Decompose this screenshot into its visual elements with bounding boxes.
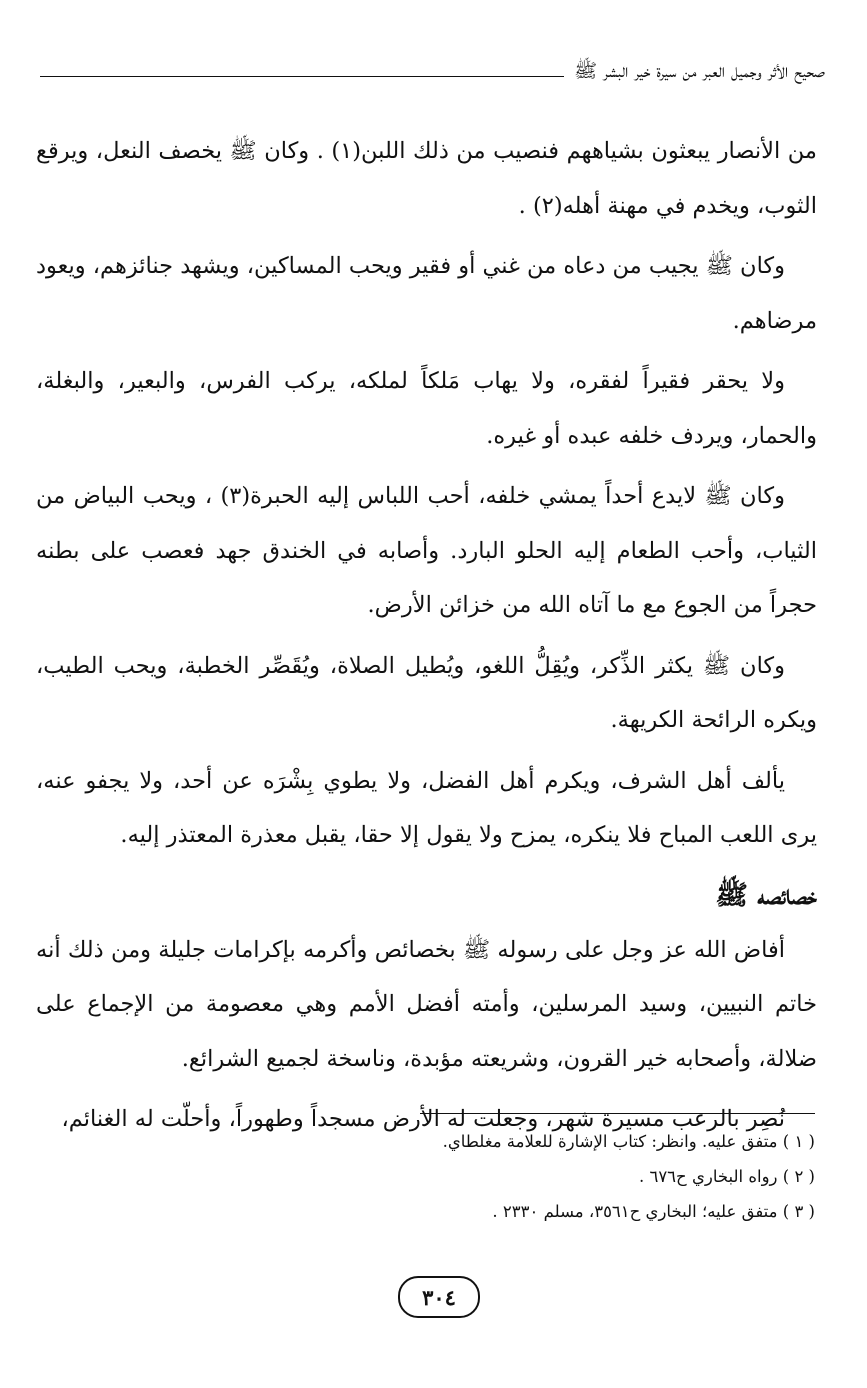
footnote: ( ١ ) متفق عليه. وانظر: كتاب الإشارة للعلامة مغلطاي. [442, 1132, 815, 1151]
footnotes [40, 1124, 815, 1229]
section-heading: خصائصه ﷺ [715, 879, 817, 911]
paragraph: من الأنصار يبعثون بشياههم فنصيب من ذلك اللبن(١) . وكان ﷺ يخصف النعل، ويرقع الثوب، ويخدم في مهنة أهله(٢) . [36, 138, 817, 219]
paragraph: ولا يحقر فقيراً لفقره، ولا يهاب مَلكاً لملكه، يركب الفرس، والبعير، والبغلة، والحمار، ويردف خلفه عبده أو غيره. [36, 368, 817, 449]
main-text [36, 124, 817, 1153]
footnote: ( ٣ ) متفق عليه؛ البخاري ح٣٥٦١، مسلم ٢٣٣٠ . [492, 1202, 815, 1221]
paragraph: وكان ﷺ لايدع أحداً يمشي خلفه، أحب اللباس إليه الحبرة(٣) ، ويحب البياض من الثياب، وأحب الطعام إليه الحلو البارد. وأصابه في الخندق جهد فعصب على بطنه حجراً من الجوع مع ما آتاه الله من خزائن الأرض. [36, 483, 817, 618]
footnote: ( ٢ ) رواه البخاري ح٦٧٦ . [638, 1167, 815, 1186]
paragraph: وكان ﷺ يكثر الذِّكر، ويُقِلُّ اللغو، ويُطيل الصلاة، ويُقَصِّر الخطبة، ويحب الطيب، ويكره الرائحة الكريهة. [36, 652, 817, 733]
header-rule [40, 76, 564, 77]
header-title: صحيح الأثر وجميل العبر من سيرة خير البشر ﷺ [574, 60, 825, 82]
page-number: ٣٠٤ [398, 1276, 480, 1318]
paragraph: أفاض الله عز وجل على رسوله ﷺ بخصائص وأكرمه بإكرامات جليلة ومن ذلك أنه خاتم النبيين، وسيد المرسلين، وأمته أفضل الأمم وهي معصومة من الإجماع على ضلالة، وأصحابه خير القرون، وشريعته مؤبدة، وناسخة لجميع الشرائع. [36, 936, 817, 1072]
paragraph: يألف أهل الشرف، ويكرم أهل الفضل، ولا يطوي بِشْرَه عن أحد، ولا يجفو عنه، يرى اللعب المباح فلا ينكره، يمزح ولا يقول إلا حقا، يقبل معذرة المعتذر إليه. [36, 767, 817, 848]
paragraph: نُصِر بالرعب مسيرة شهر، وجعلت له الأرض مسجداً وطهوراً، وأحلّت له الغنائم، [61, 1106, 785, 1132]
paragraph: وكان ﷺ يجيب من دعاه من غني أو فقير ويحب المساكين، ويشهد جنائزهم، ويعود مرضاهم. [35, 253, 817, 334]
running-header [40, 58, 825, 88]
footnote-separator [420, 1113, 815, 1114]
